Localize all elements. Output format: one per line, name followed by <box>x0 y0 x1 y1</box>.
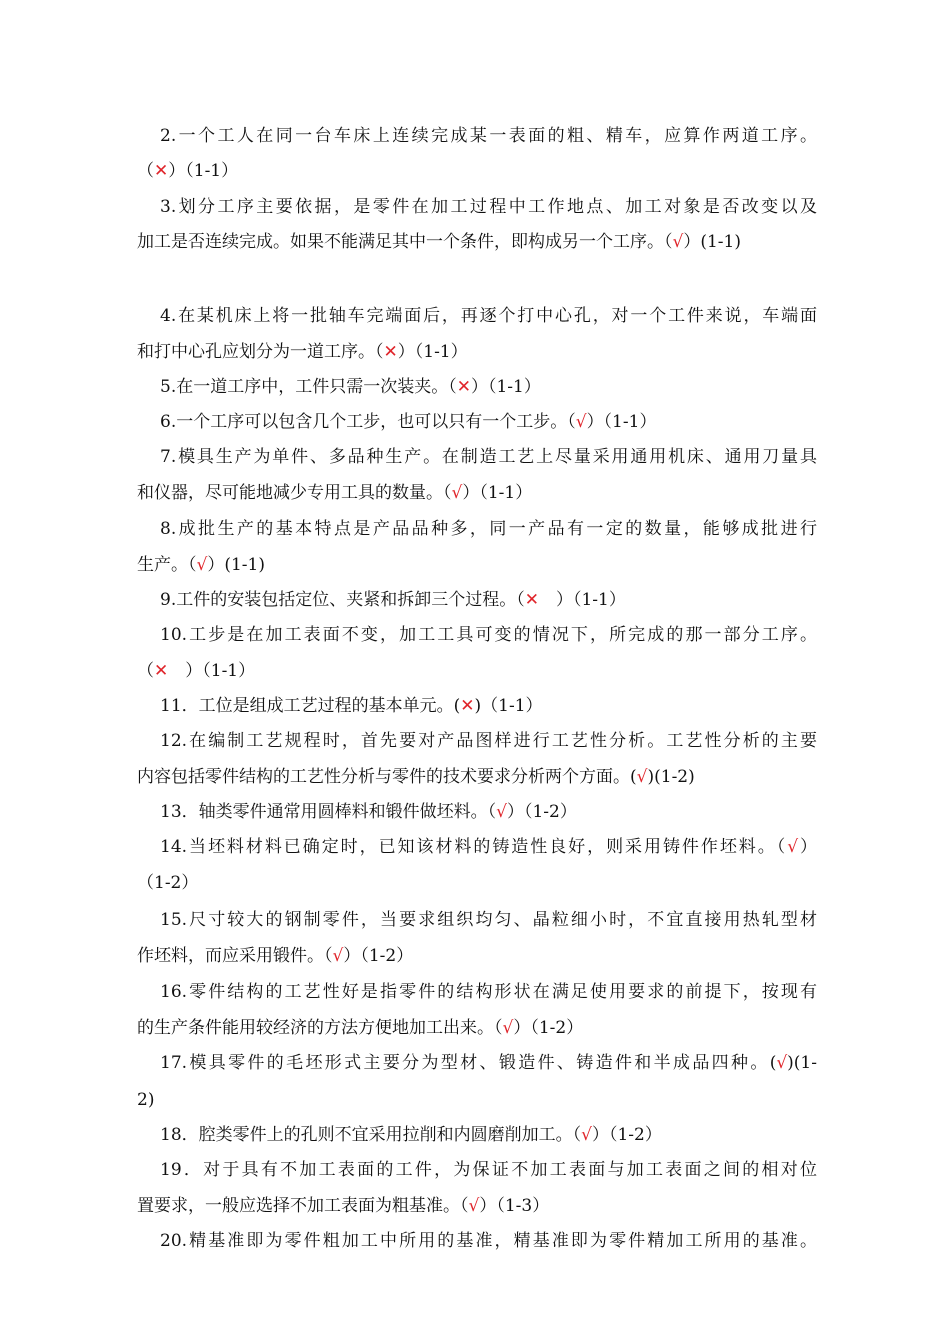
question-4-reference: ）（1-1） <box>397 342 468 362</box>
question-19-reference: ）（1-3） <box>479 1196 550 1216</box>
question-12-line-1: 12.在编制工艺规程时，首先要对产品图样进行工艺性分析。工艺性分析的主要 <box>160 731 817 751</box>
question-6-check-mark: √ <box>575 412 587 432</box>
question-6-line-1 <box>160 411 817 433</box>
question-6-reference: ）（1-1） <box>586 412 657 432</box>
question-19-line-2 <box>137 1195 817 1217</box>
question-16-line-2 <box>137 1017 817 1039</box>
question-14-check-mark: √ <box>787 837 799 857</box>
question-12-line-2 <box>137 766 817 788</box>
question-15-line-2 <box>137 945 817 967</box>
question-17-line-2: 2) <box>137 1090 155 1110</box>
question-10-line-1: 10.工步是在加工表面不变，加工工具可变的情况下，所完成的那一部分工序。 <box>160 625 817 645</box>
question-6-text: 6.一个工序可以包含几个工步，也可以只有一个工步。（ <box>160 412 576 432</box>
question-3-check-mark: √ <box>672 232 684 252</box>
question-7-reference: ）（1-1） <box>462 483 533 503</box>
question-18-reference: ）（1-2） <box>591 1125 662 1145</box>
question-19-text: 置要求，一般应选择不加工表面为粗基准。（ <box>137 1196 469 1216</box>
question-16-line-1: 16.零件结构的工艺性好是指零件的结构形状在满足使用要求的前提下，按现有 <box>160 982 817 1002</box>
question-3-line-2 <box>137 231 817 253</box>
question-9-reference: ）（1-1） <box>538 590 626 610</box>
question-5-text: 5.在一道工序中，工件只需一次装夹。（ <box>160 377 457 397</box>
question-7-line-2 <box>137 482 817 504</box>
question-17-reference: )(1- <box>787 1053 817 1073</box>
question-14-close-paren: ） <box>798 837 817 857</box>
question-2-line-2 <box>137 160 817 182</box>
question-17-line-1 <box>160 1052 817 1074</box>
question-10-open-paren: （ <box>137 661 154 681</box>
question-15-check-mark: √ <box>332 946 344 966</box>
question-18-check-mark: √ <box>581 1125 592 1145</box>
question-10-line-2 <box>137 660 817 682</box>
question-12-text: 内容包括零件结构的工艺性分析与零件的技术要求分析两个方面。( <box>137 767 637 787</box>
question-4-cross-mark: ✕ <box>383 342 398 362</box>
question-3-text: 加工是否连续完成。如果不能满足其中一个条件，即构成另一个工序。（ <box>137 232 673 252</box>
question-10-reference: ）（1-1） <box>168 661 256 681</box>
question-9-text: 9.工件的安装包括定位、夹紧和拆卸三个过程。（ <box>160 590 525 610</box>
question-5-cross-mark: ✕ <box>456 377 471 397</box>
question-14-text: 14.当坯料材料已确定时，已知该材料的铸造性良好，则采用铸件作坯料。（ <box>160 837 788 857</box>
question-11-line-1 <box>160 695 817 717</box>
question-8-line-1: 8.成批生产的基本特点是产品品种多，同一产品有一定的数量，能够成批进行 <box>160 519 817 539</box>
question-8-text: 生产。（ <box>137 555 197 575</box>
question-4-line-2 <box>137 341 817 363</box>
question-13-check-mark: √ <box>496 802 507 822</box>
question-7-line-1: 7.模具生产为单件、多品种生产。在制造工艺上尽量采用通用机床、通用刀量具 <box>160 447 817 467</box>
question-7-check-mark: √ <box>451 483 463 503</box>
question-5-reference: ）（1-1） <box>470 377 541 397</box>
question-18-line-1 <box>160 1124 817 1146</box>
question-4-line-1: 4.在某机床上将一批轴车完端面后，再逐个打中心孔，对一个工件来说，车端面 <box>160 306 817 326</box>
question-10-cross-mark: ✕ <box>154 661 169 681</box>
question-2-cross-mark: ✕ <box>154 161 169 181</box>
question-12-check-mark: √ <box>636 767 648 787</box>
question-15-line-1: 15.尺寸较大的钢制零件，当要求组织均匀、晶粒细小时，不宜直接用热轧型材 <box>160 910 817 930</box>
question-14-line-1 <box>160 836 817 858</box>
question-16-text: 的生产条件能用较经济的方法方便地加工出来。（ <box>137 1018 503 1038</box>
question-20-line-1: 20.精基准即为零件粗加工中所用的基准，精基准即为零件精加工所用的基准。 <box>160 1231 817 1251</box>
question-13-reference: ）（1-2） <box>506 802 577 822</box>
question-8-check-mark: √ <box>196 555 208 575</box>
question-9-cross-mark: ✕ <box>524 590 539 610</box>
question-14-line-2: （1-2） <box>137 873 199 893</box>
question-16-reference: ）（1-2） <box>513 1018 584 1038</box>
question-17-check-mark: √ <box>776 1053 788 1073</box>
question-16-check-mark: √ <box>502 1018 514 1038</box>
question-11-text: 11．工位是组成工艺过程的基本单元。( <box>160 696 461 716</box>
question-19-check-mark: √ <box>468 1196 480 1216</box>
question-5-line-1 <box>160 376 817 398</box>
question-2-open-paren: （ <box>137 161 154 181</box>
question-11-reference: )（1-1） <box>474 696 543 716</box>
question-3-reference: ）(1-1) <box>683 232 741 252</box>
question-7-text: 和仪器，尽可能地减少专用工具的数量。（ <box>137 483 452 503</box>
question-8-reference: ）(1-1) <box>207 555 265 575</box>
question-11-cross-mark: ✕ <box>460 696 475 716</box>
question-2-line-1: 2.一个工人在同一台车床上连续完成某一表面的粗、精车，应算作两道工序。 <box>160 126 817 146</box>
question-3-line-1: 3.划分工序主要依据，是零件在加工过程中工作地点、加工对象是否改变以及 <box>160 197 817 217</box>
question-12-reference: )(1-2) <box>647 767 695 787</box>
question-2-reference: ）（1-1） <box>168 161 239 181</box>
question-13-line-1 <box>160 801 817 823</box>
question-15-reference: ）（1-2） <box>343 946 414 966</box>
question-18-text: 18．腔类零件上的孔则不宜采用拉削和内圆磨削加工。（ <box>160 1125 582 1145</box>
question-19-line-1: 19．对于具有不加工表面的工件，为保证不加工表面与加工表面之间的相对位 <box>160 1160 817 1180</box>
question-9-line-1 <box>160 589 817 611</box>
question-4-text: 和打中心孔应划分为一道工序。（ <box>137 342 384 362</box>
question-17-text: 17.模具零件的毛坯形式主要分为型材、锻造件、铸造件和半成品四种。( <box>160 1053 777 1073</box>
question-13-text: 13．轴类零件通常用圆棒料和锻件做坯料。（ <box>160 802 497 822</box>
question-8-line-2 <box>137 554 817 576</box>
question-15-text: 作坯料，而应采用锻件。（ <box>137 946 333 966</box>
